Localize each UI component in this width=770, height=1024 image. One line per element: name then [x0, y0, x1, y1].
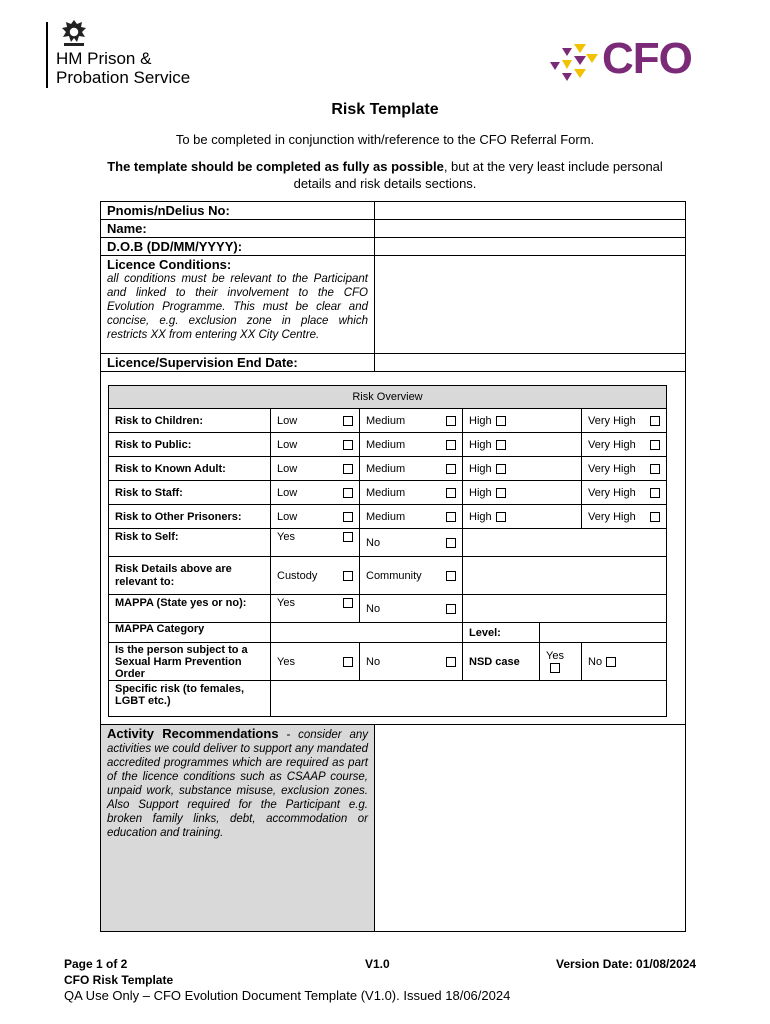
table-row [109, 433, 667, 457]
intro-instruction-rest: , but at the very least include personal details and risk details sections. [293, 159, 663, 191]
royal-crest-icon [56, 18, 92, 48]
activity-recommendations [100, 724, 686, 932]
risk-overview-heading: Risk Overview [109, 386, 667, 409]
level-label: Very High [588, 462, 636, 475]
checkbox[interactable] [343, 512, 353, 522]
level-label: Low [277, 438, 298, 451]
checkbox[interactable] [446, 604, 456, 614]
risk-frame [100, 370, 686, 724]
table-row [109, 595, 667, 623]
checkbox[interactable] [496, 512, 506, 522]
level-label: Medium [366, 414, 406, 427]
level-field[interactable] [540, 623, 667, 643]
name-label: Name: [101, 220, 375, 237]
checkbox[interactable] [343, 598, 353, 608]
level-label: Medium [366, 438, 406, 451]
checkbox[interactable] [606, 657, 616, 667]
risk-label: Risk to Known Adult: [109, 457, 271, 481]
intro-text: To be completed in conjunction with/reference to the CFO Referral Form. [175, 132, 595, 147]
cfo-wordmark: CFO [602, 34, 692, 83]
level-label: Medium [366, 462, 406, 475]
shpo-label: Is the person subject to a Sexual Harm Prevention Order [109, 643, 271, 681]
checkbox[interactable] [446, 657, 456, 667]
checkbox[interactable] [343, 657, 353, 667]
checkbox[interactable] [650, 512, 660, 522]
intro-instruction [100, 158, 670, 192]
licence-conditions-note: all conditions must be relevant to the Participant and linked to their involvement to the CFO Evolution Programme. This must be clear and concise, e.g. exclusion zone in place which restricts XX from entering XX City Centre. [107, 273, 368, 341]
cfo-logo [548, 34, 708, 92]
name-field[interactable] [375, 220, 685, 237]
risk-self-label: Risk to Self: [109, 529, 271, 557]
page-number: Page 1 of 2 [64, 957, 128, 971]
level-label: High [469, 510, 492, 523]
dob-field[interactable] [375, 238, 685, 255]
yes-label: Yes [277, 597, 295, 609]
no-label: No [366, 655, 381, 668]
checkbox[interactable] [446, 538, 456, 548]
yes-label: Yes [546, 649, 564, 662]
checkbox[interactable] [446, 488, 456, 498]
checkbox[interactable] [650, 488, 660, 498]
end-date-label: Licence/Supervision End Date: [101, 354, 375, 371]
personal-details-table [100, 201, 686, 372]
custody-label: Custody [277, 569, 318, 582]
version: V1.0 [365, 957, 390, 971]
risk-label: Risk to Children: [109, 409, 271, 433]
checkbox[interactable] [650, 416, 660, 426]
level-label: High [469, 486, 492, 499]
checkbox[interactable] [650, 464, 660, 474]
yes-label: Yes [277, 655, 295, 668]
no-label: No [366, 536, 381, 549]
pnomis-label: Pnomis/nDelius No: [101, 202, 375, 219]
licence-conditions-field[interactable] [375, 256, 685, 353]
risk-overview-table [108, 385, 667, 717]
level-label: Medium [366, 486, 406, 499]
risk-label: Risk to Other Prisoners: [109, 505, 271, 529]
checkbox[interactable] [446, 464, 456, 474]
level-label: Low [277, 414, 298, 427]
level-label: Low [277, 510, 298, 523]
community-label: Community [366, 569, 422, 582]
checkbox[interactable] [343, 488, 353, 498]
activity-title: Activity Recommendations [107, 726, 279, 741]
empty-cell [463, 557, 667, 595]
level-label: Low [277, 462, 298, 475]
activity-recommendations-label [101, 725, 375, 931]
cfo-triangles-icon [548, 42, 600, 88]
activity-recommendations-field[interactable] [375, 725, 685, 931]
empty-cell [463, 595, 667, 623]
checkbox[interactable] [343, 571, 353, 581]
mappa-category-label: MAPPA Category [109, 623, 271, 643]
risk-label: Risk to Public: [109, 433, 271, 457]
level-label: Medium [366, 510, 406, 523]
table-row [109, 681, 667, 717]
checkbox[interactable] [343, 464, 353, 474]
checkbox[interactable] [496, 416, 506, 426]
table-row [109, 505, 667, 529]
org-name-line1: HM Prison & [56, 49, 152, 68]
no-label: No [588, 655, 603, 668]
qa-note: QA Use Only – CFO Evolution Document Template (V1.0). Issued 18/06/2024 [64, 988, 511, 1003]
checkbox[interactable] [343, 440, 353, 450]
table-row [109, 457, 667, 481]
risk-details-label: Risk Details above are relevant to: [109, 557, 271, 595]
no-label: No [366, 602, 381, 615]
dob-label: D.O.B (DD/MM/YYYY): [101, 238, 375, 255]
table-row [109, 643, 667, 681]
checkbox[interactable] [343, 416, 353, 426]
table-row [109, 409, 667, 433]
activity-text: - consider any activities we could deliver to support any mandated accredited programmes which are required as part of the licence conditions such as CSAAP course, unpaid work, substance misuse, exclusion zones. Also Support required for the Participant e.g. broken family links, debt, accommodation or education and training. [107, 729, 368, 839]
level-label: Very High [588, 486, 636, 499]
intro-instruction-bold: The template should be completed as fully as possible [107, 159, 444, 174]
checkbox[interactable] [343, 532, 353, 542]
level-label: Very High [588, 510, 636, 523]
checkbox[interactable] [496, 464, 506, 474]
logo-divider [46, 22, 48, 88]
pnomis-field[interactable] [375, 202, 685, 219]
mappa-label: MAPPA (State yes or no): [109, 595, 271, 623]
licence-conditions-label: Licence Conditions: [107, 257, 232, 272]
page-title: Risk Template [331, 101, 439, 118]
level-label: High [469, 438, 492, 451]
checkbox[interactable] [446, 512, 456, 522]
specific-risk-label: Specific risk (to females, LGBT etc.) [109, 681, 271, 717]
yes-label: Yes [277, 531, 295, 543]
checkbox[interactable] [496, 488, 506, 498]
checkbox[interactable] [446, 440, 456, 450]
risk-label: Risk to Staff: [109, 481, 271, 505]
level-label: Level: [463, 623, 540, 643]
level-label: Very High [588, 438, 636, 451]
table-row [109, 481, 667, 505]
version-date: Version Date: 01/08/2024 [556, 957, 697, 971]
specific-risk-field[interactable] [271, 681, 667, 717]
checkbox[interactable] [550, 663, 560, 673]
template-name: CFO Risk Template [64, 973, 174, 987]
mappa-category-field[interactable] [271, 623, 463, 643]
checkbox[interactable] [446, 571, 456, 581]
level-label: Very High [588, 414, 636, 427]
table-row [109, 529, 667, 557]
table-row [109, 623, 667, 643]
level-label: Low [277, 486, 298, 499]
table-row [109, 557, 667, 595]
checkbox[interactable] [650, 440, 660, 450]
licence-conditions-cell [101, 256, 375, 353]
org-name-line2: Probation Service [56, 68, 191, 87]
checkbox[interactable] [496, 440, 506, 450]
nsd-label: NSD case [463, 643, 540, 681]
hmpps-logo [46, 18, 216, 90]
level-label: High [469, 414, 492, 427]
checkbox[interactable] [446, 416, 456, 426]
empty-cell [463, 529, 667, 557]
level-label: High [469, 462, 492, 475]
end-date-field[interactable] [375, 354, 685, 371]
